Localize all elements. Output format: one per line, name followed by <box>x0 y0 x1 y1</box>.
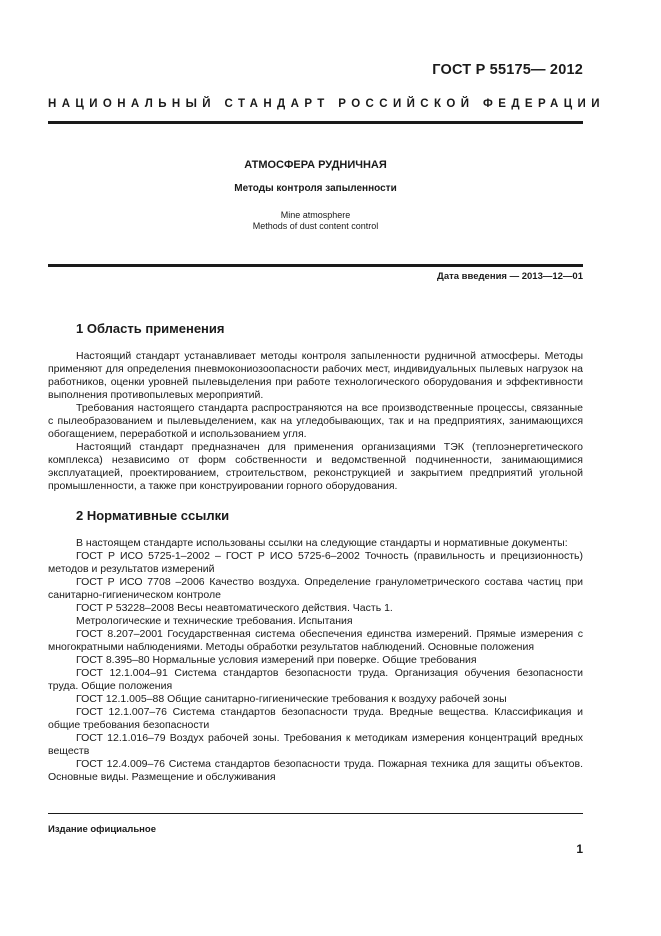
header-divider <box>48 121 583 124</box>
reference-item: ГОСТ 12.1.005–88 Общие санитарно-гигиенические требования к воздуху рабочей зоны <box>76 693 507 705</box>
reference-item: ГОСТ Р ИСО 7708 –2006 Качество воздуха. Определение гранулометрического состава частиц при санитарно-гигиеническом контроле <box>48 576 583 601</box>
document-title: АТМОСФЕРА РУДНИЧНАЯ <box>244 159 387 171</box>
section-2-heading: 2 Нормативные ссылки <box>76 508 230 523</box>
reference-item: ГОСТ Р 53228–2008 Весы неавтоматического действия. Часть 1. <box>76 602 393 614</box>
section-1-body <box>48 350 583 493</box>
title-divider <box>48 264 583 267</box>
edition-label: Издание официальное <box>48 824 156 835</box>
section-2-body <box>48 537 583 784</box>
reference-item: ГОСТ 8.395–80 Нормальные условия измерений при поверке. Общие требования <box>76 654 477 666</box>
reference-item: ГОСТ 12.1.004–91 Система стандартов безопасности труда. Организация обучения безопасности труда. Общие положения <box>48 667 583 692</box>
reference-item: ГОСТ 12.1.016–79 Воздух рабочей зоны. Требования к методикам измерения концентраций вредных веществ <box>48 732 583 757</box>
introduction-date: Дата введения — 2013—12—01 <box>437 271 583 282</box>
section-1-heading: 1 Область применения <box>76 321 225 336</box>
english-title: Mine atmosphere <box>280 210 351 220</box>
footer-divider <box>48 813 583 814</box>
reference-item: ГОСТ 12.1.007–76 Система стандартов безопасности труда. Вредные вещества. Классификация и общие требования безопасности <box>48 706 583 731</box>
document-subtitle: Методы контроля запыленности <box>234 183 397 194</box>
national-standard-banner: НАЦИОНАЛЬНЫЙ СТАНДАРТ РОССИЙСКОЙ ФЕДЕРАЦИИ <box>48 98 605 110</box>
reference-item: ГОСТ 12.4.009–76 Система стандартов безопасности труда. Пожарная техника для защиты объектов. Основные виды. Размещение и обслуживания <box>48 758 583 783</box>
reference-item: ГОСТ Р ИСО 5725-1–2002 – ГОСТ Р ИСО 5725-6–2002 Точность (правильность и прецизионность) методов и результатов измерений <box>48 550 583 575</box>
document-code: ГОСТ Р 55175— 2012 <box>432 62 583 78</box>
page-number: 1 <box>576 842 583 856</box>
english-subtitle: Methods of dust content control <box>252 221 379 231</box>
paragraph: Настоящий стандарт устанавливает методы контроля запыленности рудничной атмосферы. Методы применяют для определения пневмокониозоопасности рабочих мест, индивидуальных пылевых нагрузок на работников, оценки уровней пылевыделения при работе технологического оборудования и эффективности выполнения противопылевых мероприятий. <box>48 350 583 401</box>
reference-item: Метрологические и технические требования. Испытания <box>76 615 353 627</box>
reference-item: ГОСТ 8.207–2001 Государственная система обеспечения единства измерений. Прямые измерения с многократными наблюдениями. Методы обработки результатов наблюдений. Основные положения <box>48 628 583 653</box>
paragraph: Настоящий стандарт предназначен для применения организациями ТЭК (теплоэнергетического комплекса) независимо от форм собственности и ведомственной подчиненности, занимающимися эксплуатацией, проектированием, строительством, реконструкцией и закрытием предприятий угольной промышленности, а также при конструировании горного оборудования. <box>48 441 583 492</box>
paragraph: В настоящем стандарте использованы ссылки на следующие стандарты и нормативные документы: <box>76 537 568 549</box>
paragraph: Требования настоящего стандарта распространяются на все производственные процессы, связанные с пылеобразованием и пылевыделением, как на угледобывающих, так и на предприятиях, занимающихся обогащением, переработкой и использованием угля. <box>48 402 583 440</box>
